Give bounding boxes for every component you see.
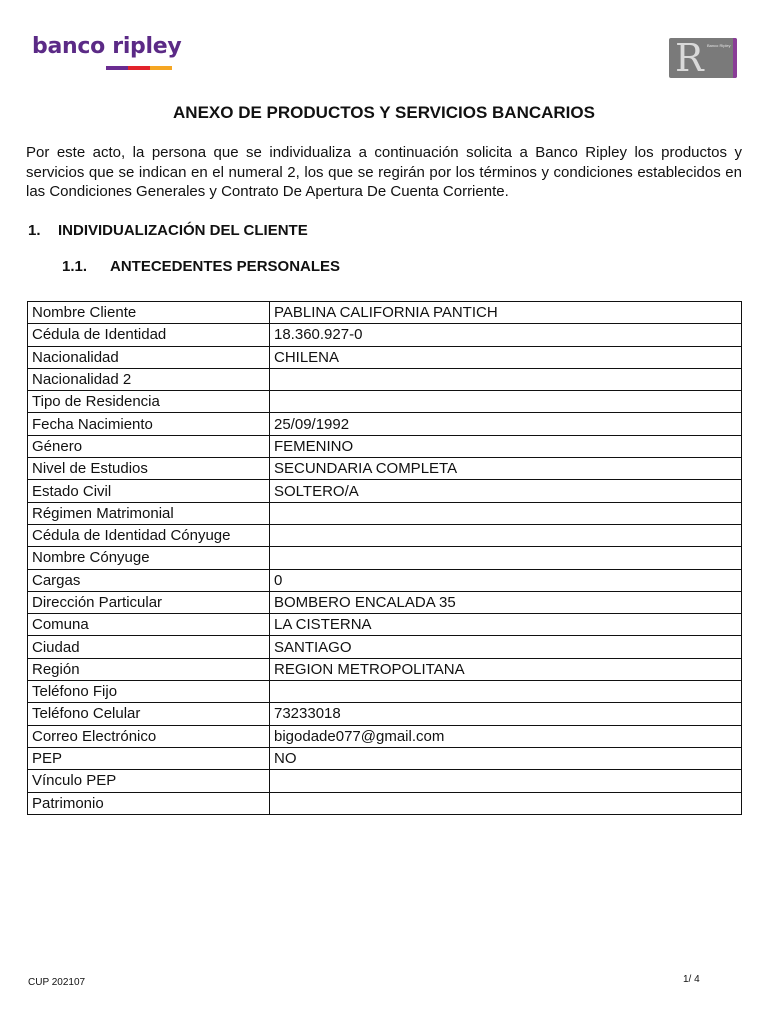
field-label: Vínculo PEP xyxy=(28,770,270,792)
field-label: Régimen Matrimonial xyxy=(28,502,270,524)
logo-bar-yellow xyxy=(150,66,172,70)
field-value: 25/09/1992 xyxy=(270,413,742,435)
field-value: NO xyxy=(270,747,742,769)
section-1-1-number: 1.1. xyxy=(62,258,88,275)
table-row xyxy=(28,658,742,680)
table-row xyxy=(28,346,742,368)
section-1-title: INDIVIDUALIZACIÓN DEL CLIENTE xyxy=(58,222,308,239)
field-value xyxy=(270,502,742,524)
field-label: Región xyxy=(28,658,270,680)
table-row xyxy=(28,502,742,524)
field-value: 0 xyxy=(270,569,742,591)
field-label: Cédula de Identidad xyxy=(28,324,270,346)
table-row xyxy=(28,458,742,480)
section-1-1-title: ANTECEDENTES PERSONALES xyxy=(110,258,341,275)
field-label: Patrimonio xyxy=(28,792,270,814)
table-row xyxy=(28,413,742,435)
document-title: ANEXO DE PRODUCTOS Y SERVICIOS BANCARIOS xyxy=(173,103,595,122)
field-label: Ciudad xyxy=(28,636,270,658)
field-value: 18.360.927-0 xyxy=(270,324,742,346)
field-value: BOMBERO ENCALADA 35 xyxy=(270,591,742,613)
field-value xyxy=(270,770,742,792)
field-value: SECUNDARIA COMPLETA xyxy=(270,458,742,480)
table-row xyxy=(28,770,742,792)
field-label: Nacionalidad xyxy=(28,346,270,368)
field-label: Nombre Cónyuge xyxy=(28,547,270,569)
table-row xyxy=(28,391,742,413)
document-code: CUP 202107 xyxy=(28,977,86,988)
field-label: Nombre Cliente xyxy=(28,302,270,324)
badge-small-text: Banco Ripley xyxy=(707,43,731,48)
logo-bar-purple xyxy=(106,66,128,70)
field-value xyxy=(270,368,742,390)
table-row xyxy=(28,302,742,324)
field-label: Género xyxy=(28,435,270,457)
field-value: FEMENINO xyxy=(270,435,742,457)
table-row xyxy=(28,368,742,390)
table-row xyxy=(28,614,742,636)
table-row xyxy=(28,681,742,703)
field-value xyxy=(270,524,742,546)
personal-info-table xyxy=(27,301,742,815)
field-label: Cargas xyxy=(28,569,270,591)
field-value: 73233018 xyxy=(270,703,742,725)
field-label: Tipo de Residencia xyxy=(28,391,270,413)
table-row xyxy=(28,725,742,747)
section-1-heading xyxy=(28,222,308,239)
field-label: PEP xyxy=(28,747,270,769)
section-1-number: 1. xyxy=(28,222,41,239)
field-value: bigodade077@gmail.com xyxy=(270,725,742,747)
table-row xyxy=(28,703,742,725)
field-value xyxy=(270,681,742,703)
field-label: Comuna xyxy=(28,614,270,636)
field-value: LA CISTERNA xyxy=(270,614,742,636)
section-1-1-heading xyxy=(62,258,340,275)
table-row xyxy=(28,435,742,457)
table-row xyxy=(28,569,742,591)
table-row xyxy=(28,792,742,814)
logo-bar-red xyxy=(128,66,150,70)
field-label: Dirección Particular xyxy=(28,591,270,613)
table-row xyxy=(28,747,742,769)
field-label: Nivel de Estudios xyxy=(28,458,270,480)
field-label: Cédula de Identidad Cónyuge xyxy=(28,524,270,546)
field-value: SANTIAGO xyxy=(270,636,742,658)
field-label: Nacionalidad 2 xyxy=(28,368,270,390)
field-value: SOLTERO/A xyxy=(270,480,742,502)
badge-stripe xyxy=(733,38,737,78)
page-number: 1/ 4 xyxy=(683,974,700,985)
field-label: Teléfono Celular xyxy=(28,703,270,725)
banco-ripley-logo: banco ripley xyxy=(32,34,182,59)
field-value: PABLINA CALIFORNIA PANTICH xyxy=(270,302,742,324)
field-value: CHILENA xyxy=(270,346,742,368)
table-row xyxy=(28,547,742,569)
field-label: Teléfono Fijo xyxy=(28,681,270,703)
logo-color-bar xyxy=(106,66,172,70)
table-row xyxy=(28,636,742,658)
table-row xyxy=(28,324,742,346)
table-row xyxy=(28,480,742,502)
field-value xyxy=(270,547,742,569)
field-label: Estado Civil xyxy=(28,480,270,502)
field-value xyxy=(270,792,742,814)
table-row xyxy=(28,591,742,613)
badge-letter: R xyxy=(675,38,704,78)
field-label: Correo Electrónico xyxy=(28,725,270,747)
ripley-r-badge xyxy=(669,38,737,78)
intro-paragraph: Por este acto, la persona que se individualiza a continuación solicita a Banco Ripley los productos y servicios que se indican en el numeral 2, los que se regirán por los términos y condiciones establecidos en las Condiciones Generales y Contrato De Apertura De Cuenta Corriente. xyxy=(26,144,742,200)
field-label: Fecha Nacimiento xyxy=(28,413,270,435)
field-value: REGION METROPOLITANA xyxy=(270,658,742,680)
table-row xyxy=(28,524,742,546)
field-value xyxy=(270,391,742,413)
